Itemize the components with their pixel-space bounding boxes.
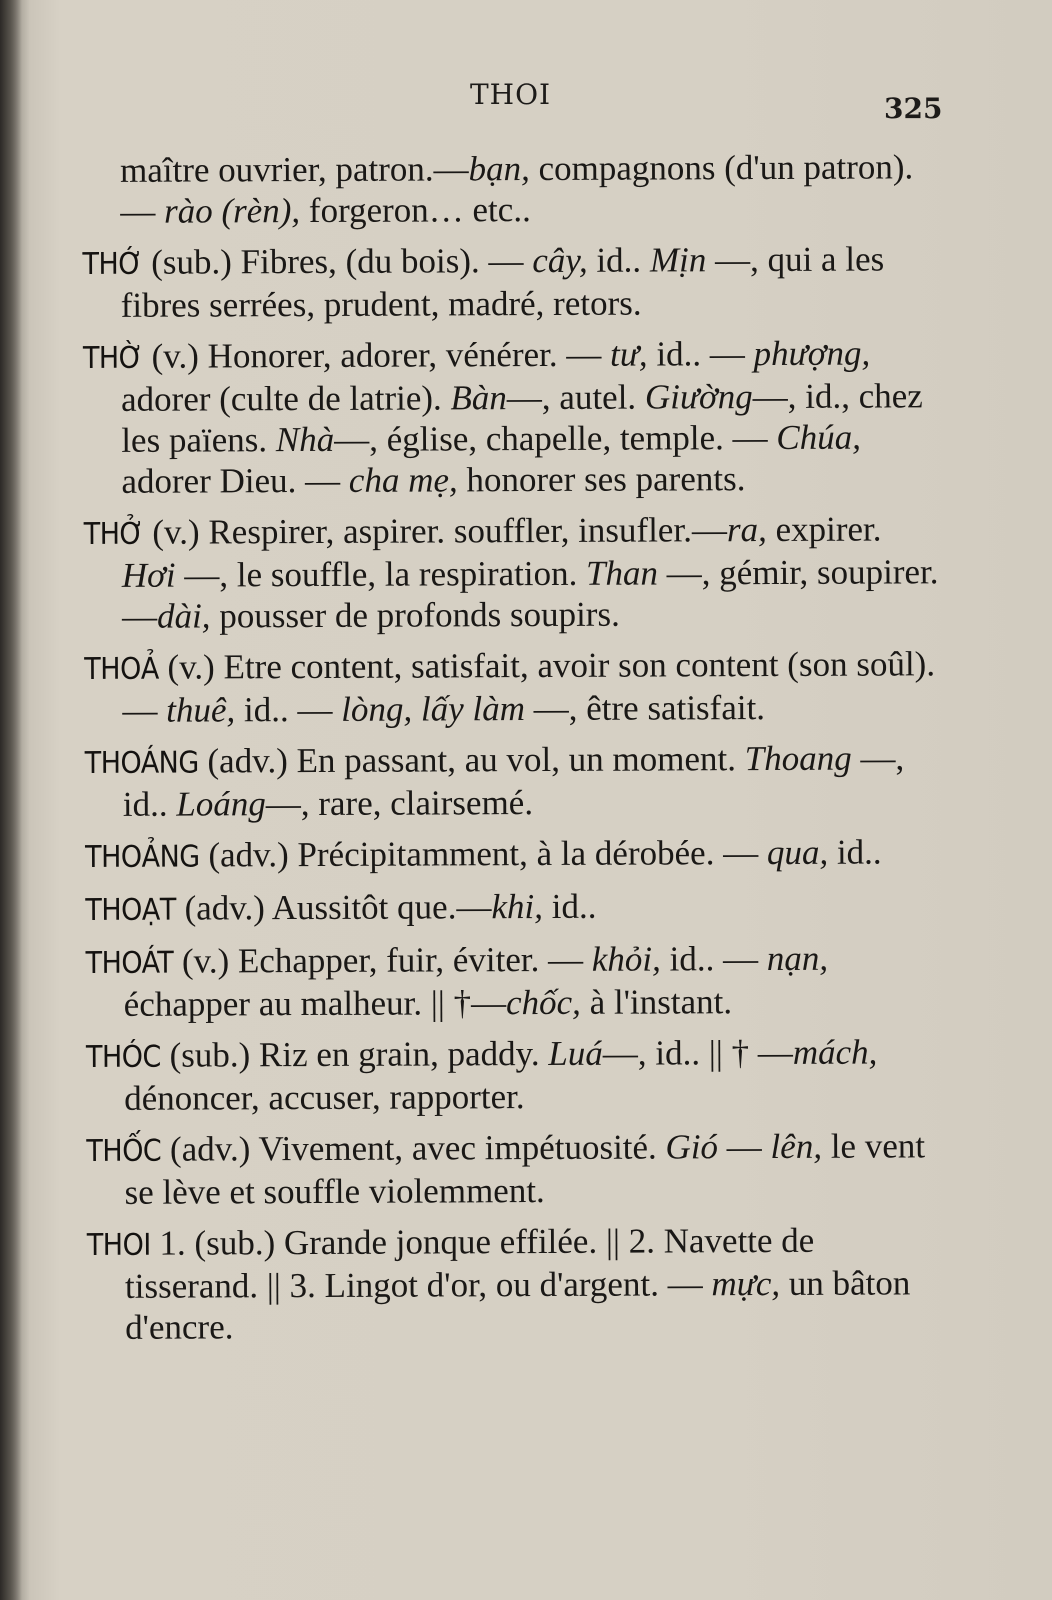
vietnamese-term: lên, (770, 1126, 823, 1167)
definition-text: —, id.. (122, 738, 905, 824)
definition-text: (sub.) Fibres, (du bois). — (142, 241, 533, 282)
vietnamese-term: Thoang (744, 738, 852, 779)
definition-text: (v.) Honorer, adorer, vénérer. — (142, 334, 611, 376)
dictionary-entry (84, 643, 942, 731)
vietnamese-term: phượng, (753, 333, 871, 374)
page-number: 325 (884, 92, 943, 125)
vietnamese-term: Hơi (121, 555, 176, 595)
entry-headword: THỐC (86, 1133, 162, 1169)
vietnamese-term: Nhà (275, 419, 335, 460)
definition-text: (adv.) Vivement, avec impétuosité. (161, 1127, 666, 1169)
entry-headword: THOÁNG (84, 745, 199, 781)
definition-text: id.. — (660, 939, 767, 979)
book-gutter-shadow (0, 0, 22, 1600)
definition-text: un bâton d'encre. (125, 1263, 911, 1347)
definition-text: —, être satisfait. (524, 688, 766, 729)
vietnamese-term: Chúa, (776, 417, 862, 457)
entry-list (82, 238, 945, 1348)
definition-text: —, rare, clairsemé. (265, 783, 534, 824)
dictionary-entry (85, 831, 943, 878)
vietnamese-term: mách, (792, 1032, 878, 1072)
definition-text: honorer ses parents. (457, 459, 746, 500)
dictionary-entry (86, 1125, 944, 1213)
running-head: THOI (470, 78, 552, 111)
definition-text: —, id., chez les païens. (121, 376, 923, 460)
vietnamese-term: Bàn (450, 378, 507, 418)
entry-headword: THOẢ (84, 651, 159, 687)
definition-text: —, autel. (506, 377, 645, 418)
dictionary-entry (86, 1031, 944, 1119)
entry-headword: THỚ (82, 246, 143, 282)
dictionary-entry (83, 332, 942, 502)
vietnamese-term: qua, (766, 832, 829, 873)
definition-text: (v.) Etre content, satisfait, avoir son content (son soûl). — (122, 644, 936, 730)
vietnamese-term: Mịn (649, 240, 707, 280)
definition-text: id.. (587, 240, 650, 280)
definition-text: — (717, 1127, 771, 1167)
entry-headword: THỜ (82, 340, 143, 376)
vietnamese-term: khỏi, (591, 939, 661, 979)
entry-headword: THOI (86, 1227, 151, 1263)
definition-text: —, qui a les fibres serrées, prudent, madré, retors. (120, 239, 885, 325)
continuation-text: maître ouvrier, patron.—bạn, compagnons (d'un patron). — rào (rèn), forgeron… etc.. (120, 147, 914, 231)
definition-text: id.. — (647, 334, 754, 374)
vietnamese-term: lòng, (341, 689, 413, 729)
entry-headword: THOẢNG (85, 839, 200, 875)
definition-text: (v.) Echapper, fuir, éviter. — (173, 939, 592, 981)
vietnamese-term: thuê, (166, 690, 236, 730)
vietnamese-term: cha mẹ, (348, 460, 458, 500)
definition-text: id.. (542, 886, 597, 926)
definition-text: (adv.) En passant, au vol, un moment. (198, 739, 745, 781)
definition-text: id.. — (235, 689, 342, 730)
dictionary-entry (84, 508, 943, 637)
definition-text: —, le souffle, la respiration. (175, 553, 587, 595)
dictionary-entry (85, 884, 943, 931)
vietnamese-term: Than (585, 553, 659, 593)
definition-text: à l'instant. (580, 982, 733, 1022)
definition-text: (sub.) Riz en grain, paddy. (160, 1033, 549, 1075)
vietnamese-term: lấy làm (420, 689, 526, 729)
vietnamese-term: Gió (665, 1127, 719, 1167)
dictionary-entry (87, 1219, 946, 1348)
vietnamese-term: nạn, (766, 938, 829, 979)
entry-headword: THOẠT (85, 892, 176, 928)
dictionary-column (82, 146, 945, 1358)
definition-text: pousser de profonds soupirs. (210, 594, 620, 636)
definition-text: (v.) Respirer, aspirer. souffler, insufler.— (143, 510, 727, 552)
definition-text: adorer (culte de latrie). (121, 378, 451, 419)
definition-text: id.. (828, 832, 882, 872)
vietnamese-term: Giường (644, 377, 753, 417)
vietnamese-term: Luá (548, 1033, 603, 1073)
definition-text: dénoncer, accuser, rapporter. (124, 1077, 525, 1118)
vietnamese-term: tư, (609, 334, 648, 374)
definition-text: échapper au malheur. || †— (123, 983, 507, 1024)
entry-headword: THỞ (83, 516, 144, 552)
vietnamese-term: chốc, (505, 982, 581, 1023)
vietnamese-term: dài, (156, 596, 211, 636)
definition-text: le vent se lève et souffle violemment. (124, 1126, 926, 1212)
definition-text: (adv.) Précipitamment, à la dérobée. — (199, 833, 767, 875)
entry-headword: THOÁT (85, 945, 174, 981)
entry-headword: THÓC (85, 1039, 161, 1075)
definition-text: —, id.. || † — (602, 1032, 793, 1073)
dictionary-entry (85, 937, 943, 1025)
vietnamese-term: mực, (711, 1263, 781, 1304)
definition-text: —, église, chapelle, temple. — (334, 417, 777, 459)
definition-text: —, gémir, soupirer.— (121, 552, 939, 636)
definition-text: adorer Dieu. — (121, 460, 349, 501)
dictionary-entry (82, 238, 940, 326)
vietnamese-term: khi, (491, 886, 543, 927)
definition-text: 1. (sub.) Grande jonque effilée. || 2. Navette de tisserand. || 3. Lingot d'or, ou d'argent. — (124, 1220, 815, 1306)
definition-text: (adv.) Aussitôt que.— (175, 887, 492, 928)
definition-text: expirer. (766, 509, 882, 550)
vietnamese-term: ra, (726, 510, 767, 550)
vietnamese-term: Loáng (176, 784, 266, 824)
vietnamese-term: cây, (532, 240, 588, 281)
dictionary-entry (85, 737, 943, 825)
